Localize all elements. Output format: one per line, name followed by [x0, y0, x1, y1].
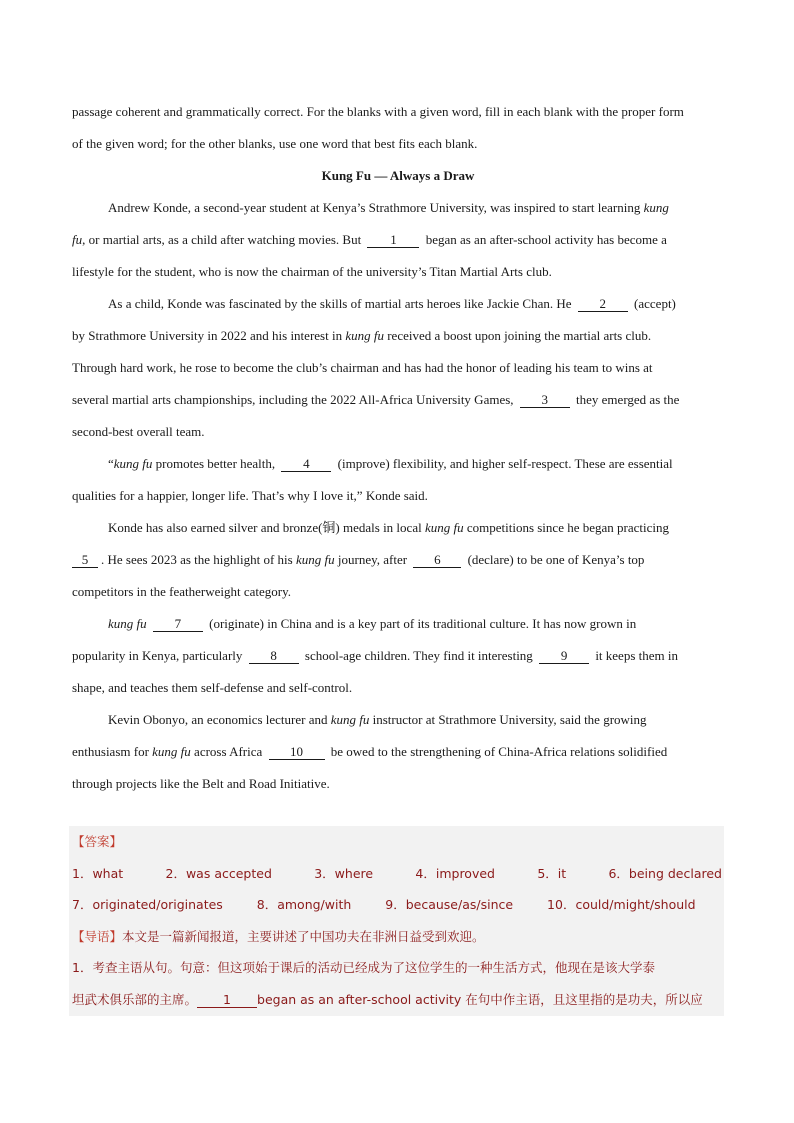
- answer-row-2: [69, 889, 724, 921]
- blank-9[interactable]: 9: [539, 649, 589, 664]
- explanation-line-2: 坦武术俱乐部的主席。 1 began as an after-school activity 在句中作主语，且这里指的是功夫，所以应: [72, 991, 703, 1007]
- p5-line-1: kung fu 7 (originate) in China and is a key part of its traditional culture. It has now grown in: [108, 616, 637, 631]
- p4-line-2: 5 . He sees 2023 as the highlight of his kung fu journey, after 6 (declare) to be one of Kenya’s top: [72, 544, 724, 576]
- answer-10: 10．could/might/should: [547, 897, 696, 912]
- answer-2: 2．was accepted: [165, 865, 272, 881]
- answer-section: [69, 826, 724, 1016]
- p4-line-3: competitors in the featherweight category.: [72, 584, 291, 599]
- p5-line-3: shape, and teaches them self-defense and self-control.: [72, 680, 353, 695]
- passage: [72, 96, 724, 800]
- p1-line-2: fu, or martial arts, as a child after watching movies. But 1 began as an after-school activity has become a: [72, 232, 667, 247]
- guide-line: 【导语】本文是一篇新闻报道，主要讲述了中国功夫在非洲日益受到欢迎。: [72, 928, 485, 944]
- intro-line-1: passage coherent and grammatically correct. For the blanks with a given word, fill in each blank with the proper form: [72, 104, 684, 119]
- p2-line-2: by Strathmore University in 2022 and his interest in kung fu received a boost upon joining the martial arts club.: [72, 328, 652, 343]
- p1-line-3: lifestyle for the student, who is now the chairman of the university’s Titan Martial Arts club.: [72, 264, 552, 279]
- blank-5[interactable]: 5: [72, 553, 98, 568]
- p1-line-1: Andrew Konde, a second-year student at Kenya’s Strathmore University, was inspired to start learning kung: [108, 200, 669, 215]
- blank-7[interactable]: 7: [153, 617, 203, 632]
- p3-line-2: qualities for a happier, longer life. That’s why I love it,” Konde said.: [72, 488, 428, 503]
- answer-5: 5．it: [537, 865, 567, 881]
- blank-3[interactable]: 3: [520, 393, 570, 408]
- explanation-line-1: 1．考查主语从句。句意：但这项始于课后的活动已经成为了这位学生的一种生活方式，他现在是该大学泰: [72, 960, 655, 975]
- p6-line-1: Kevin Obonyo, an economics lecturer and kung fu instructor at Strathmore University, said the growing: [108, 712, 647, 727]
- p4-line-1: Konde has also earned silver and bronze(铜) medals in local kung fu competitions since he began practicing: [108, 520, 669, 535]
- p6-line-3: through projects like the Belt and Road Initiative.: [72, 776, 330, 791]
- blank-6[interactable]: 6: [413, 553, 461, 568]
- answer-4: 4．improved: [415, 865, 495, 881]
- p2-line-1: As a child, Konde was fascinated by the skills of martial arts heroes like Jackie Chan. He 2 (accept): [108, 296, 676, 311]
- blank-2[interactable]: 2: [578, 297, 628, 312]
- answer-1: 1．what: [72, 865, 124, 881]
- answer-row-1: [69, 858, 724, 890]
- p2-line-4: several martial arts championships, including the 2022 All-Africa University Games, 3 they emerged as the: [72, 392, 680, 407]
- p6-line-2: enthusiasm for kung fu across Africa 10 be owed to the strengthening of China-Africa relations solidified: [72, 744, 668, 759]
- blank-4[interactable]: 4: [281, 457, 331, 472]
- intro-line-2: of the given word; for the other blanks, use one word that best fits each blank.: [72, 136, 478, 151]
- p2-line-5: second-best overall team.: [72, 424, 205, 439]
- blank-10[interactable]: 10: [269, 745, 325, 760]
- passage-title: Kung Fu — Always a Draw: [321, 168, 475, 183]
- answer-9: 9．because/as/since: [385, 897, 514, 912]
- answer-7: 7．originated/originates: [72, 897, 223, 912]
- blank-1[interactable]: 1: [367, 233, 419, 248]
- p5-line-2: popularity in Kenya, particularly 8 school-age children. They find it interesting 9 it keeps them in: [72, 648, 678, 663]
- p3-line-1: “kung fu promotes better health, 4 (improve) flexibility, and higher self-respect. These are essential: [108, 456, 673, 471]
- answer-8: 8．among/with: [256, 897, 352, 912]
- answer-heading: 【答案】: [72, 834, 123, 849]
- p2-line-3: Through hard work, he rose to become the club’s chairman and has had the honor of leading his team to wins at: [72, 360, 653, 375]
- answer-3: 3．where: [314, 865, 374, 881]
- blank-8[interactable]: 8: [249, 649, 299, 664]
- explanation-blank: 1: [197, 993, 257, 1008]
- answer-6: 6．being declared: [608, 865, 722, 881]
